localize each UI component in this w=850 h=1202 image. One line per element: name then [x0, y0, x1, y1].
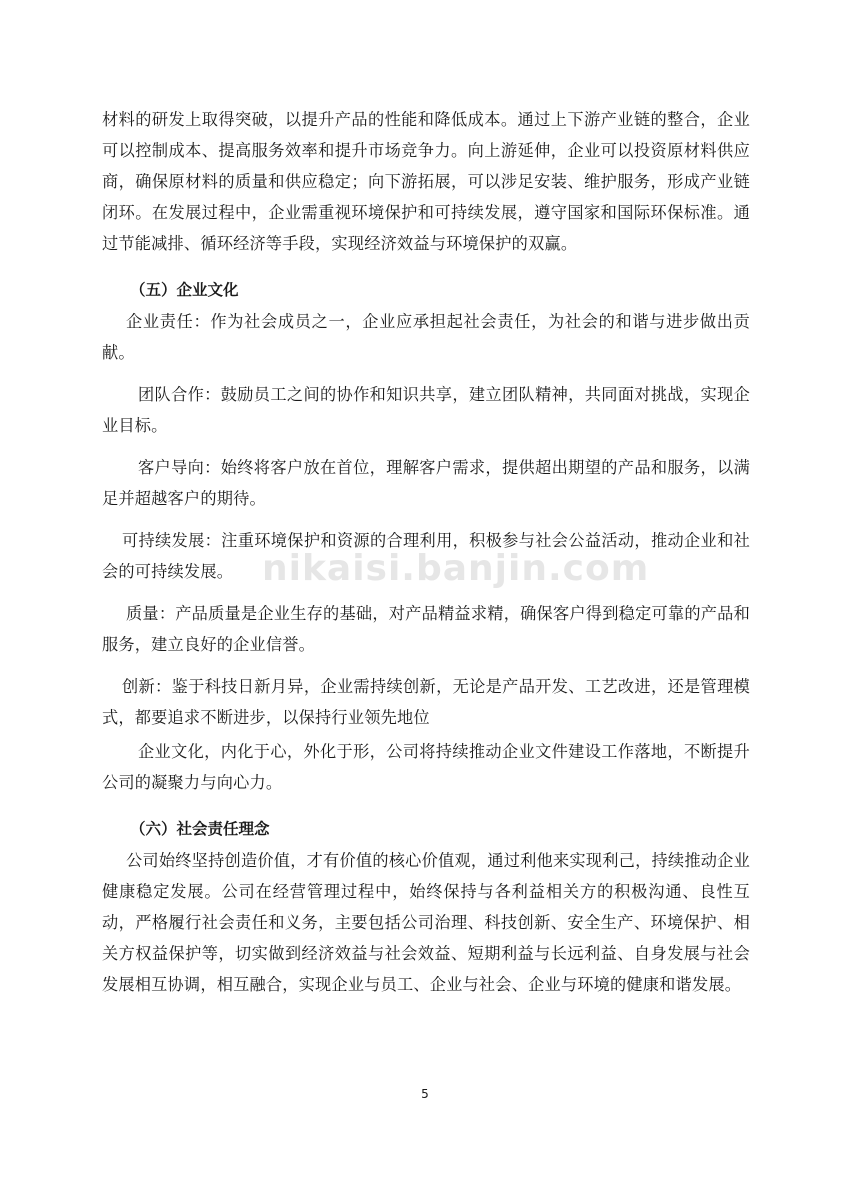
- culture-item-customer: 客户导向：始终将客户放在首位，理解客户需求，提供超出期望的产品和服务，以满足并超越客户的期待。: [102, 458, 750, 508]
- intro-paragraph: 材料的研发上取得突破，以提升产品的性能和降低成本。通过上下游产业链的整合，企业可以控制成本、提高服务效率和提升市场竞争力。向上游延伸，企业可以投资原材料供应商，确保原材料的质量和供应稳定；向下游拓展，可以涉足安装、维护服务，形成产业链闭环。在发展过程中，企业需重视环境保护和可持续发展，遵守国家和国际环保标准。通过节能减排、循环经济等手段，实现经济效益与环境保护的双赢。: [102, 110, 750, 253]
- culture-item-quality: 质量：产品质量是企业生存的基础，对产品精益求精，确保客户得到稳定可靠的产品和服务，建立良好的企业信誉。: [102, 604, 750, 654]
- culture-item-sustainability: 可持续发展：注重环境保护和资源的合理利用，积极参与社会公益活动，推动企业和社会的可持续发展。: [102, 531, 750, 581]
- watermark: nikaisi.banjin.com: [262, 548, 650, 589]
- section-heading-social-responsibility: （六）社会责任理念: [130, 820, 270, 838]
- section-heading-corporate-culture: （五）企业文化: [130, 281, 239, 299]
- culture-item-innovation: 创新：鉴于科技日新月异，企业需持续创新，无论是产品开发、工艺改进，还是管理模式，都要追求不断进步，以保持行业领先地位: [102, 677, 750, 727]
- culture-item-teamwork: 团队合作：鼓励员工之间的协作和知识共享，建立团队精神，共同面对挑战，实现企业目标。: [102, 385, 750, 435]
- page-body: [102, 104, 750, 1000]
- culture-item-responsibility: 企业责任：作为社会成员之一，企业应承担起社会责任，为社会的和谐与进步做出贡献。: [102, 312, 750, 362]
- culture-summary: 企业文化，内化于心，外化于形，公司将持续推动企业文件建设工作落地，不断提升公司的凝聚力与向心力。: [102, 742, 750, 792]
- page-number: 5: [421, 1087, 429, 1101]
- social-responsibility-paragraph: 公司始终坚持创造价值，才有价值的核心价值观，通过利他来实现利己，持续推动企业健康稳定发展。公司在经营管理过程中，始终保持与各利益相关方的积极沟通、良性互动，严格履行社会责任和义务，主要包括公司治理、科技创新、安全生产、环境保护、相关方权益保护等，切实做到经济效益与社会效益、短期利益与长远利益、自身发展与社会发展相互协调，相互融合，实现企业与员工、企业与社会、企业与环境的健康和谐发展。: [102, 851, 750, 994]
